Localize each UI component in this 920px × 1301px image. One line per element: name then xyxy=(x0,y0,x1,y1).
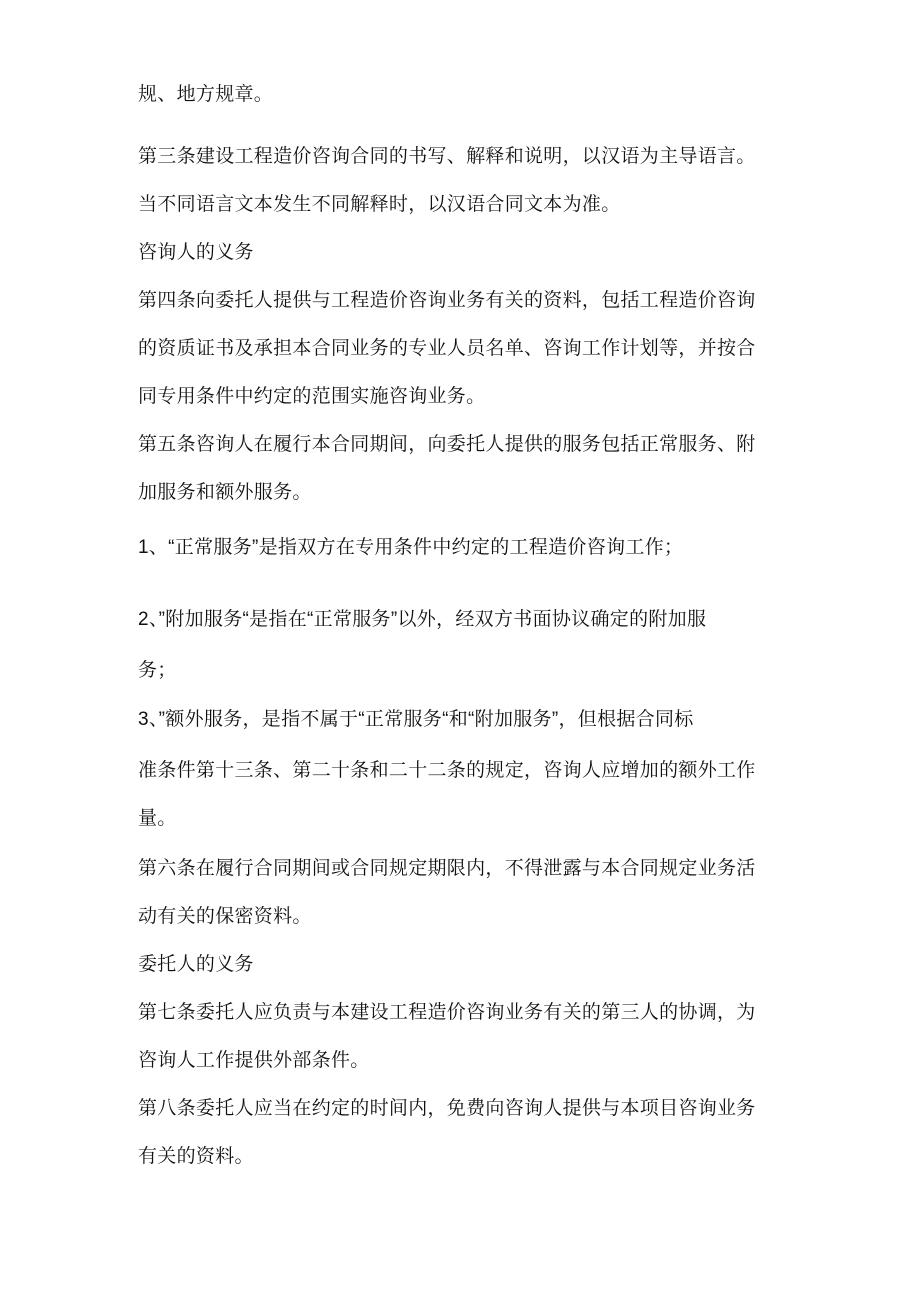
section-heading-consultant-duties: 咨询人的义务 xyxy=(138,241,254,263)
list-item-3-line-3: 量。 xyxy=(138,807,177,829)
article-3-line-2: 当不同语言文本发生不同解释时，以汉语合同文本为准。 xyxy=(138,193,621,215)
article-3-line-1: 第三条建设工程造价咨询合同的书写、解释和说明，以汉语为主导语言。 xyxy=(138,145,756,167)
list-item-1: 1、“正常服务”是指双方在专用条件中约定的工程造价咨询工作； xyxy=(138,537,684,558)
article-6-line-1: 第六条在履行合同期间或合同规定期限内，不得泄露与本合同规定业务活 xyxy=(138,857,756,879)
article-5-line-2: 加服务和额外服务。 xyxy=(138,481,312,503)
article-4-line-1: 第四条向委托人提供与工程造价咨询业务有关的资料，包括工程造价咨询 xyxy=(138,289,756,311)
article-6-line-2: 动有关的保密资料。 xyxy=(138,905,312,927)
article-7-line-2: 咨询人工作提供外部条件。 xyxy=(138,1049,370,1071)
article-4-line-2: 的资质证书及承担本合同业务的专业人员名单、咨询工作计划等，并按合 xyxy=(138,337,756,359)
section-heading-client-duties: 委托人的义务 xyxy=(138,953,254,975)
text-line: 规、地方规章。 xyxy=(138,83,274,105)
list-item-2-line-1: 2、”附加服务“是指在“正常服务”以外，经双方书面协议确定的附加服 xyxy=(138,609,707,630)
article-7-line-1: 第七条委托人应负责与本建设工程造价咨询业务有关的第三人的协调，为 xyxy=(138,1001,756,1023)
article-8-line-1: 第八条委托人应当在约定的时间内，免费向咨询人提供与本项目咨询业务 xyxy=(138,1097,756,1119)
article-8-line-2: 有关的资料。 xyxy=(138,1145,254,1167)
list-item-3-line-1: 3、”额外服务，是指不属于“正常服务“和“附加服务”，但根据合同标 xyxy=(138,709,694,730)
article-5-line-1: 第五条咨询人在履行本合同期间，向委托人提供的服务包括正常服务、附 xyxy=(138,433,756,455)
list-item-2-line-2: 务； xyxy=(138,659,177,681)
list-item-3-line-2: 准条件第十三条、第二十条和二十二条的规定，咨询人应增加的额外工作 xyxy=(138,759,756,781)
article-4-line-3: 同专用条件中约定的范围实施咨询业务。 xyxy=(138,385,486,407)
